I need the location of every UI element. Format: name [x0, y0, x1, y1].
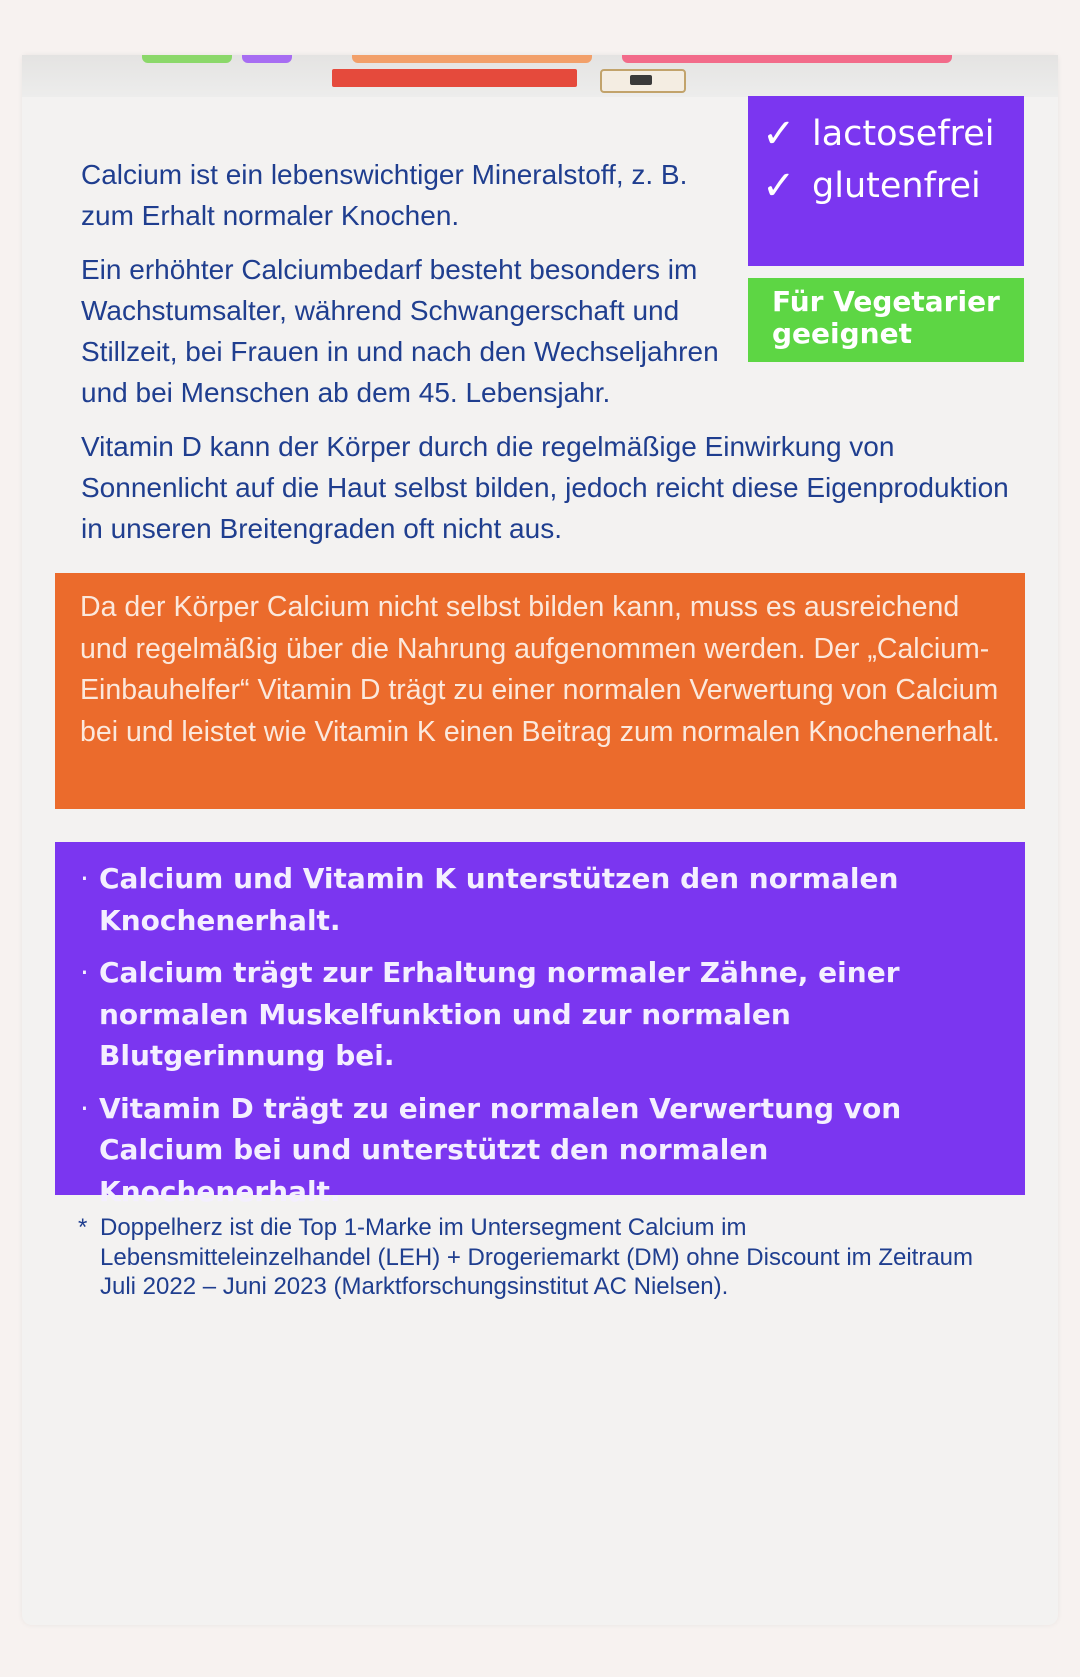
benefit-text: Calcium und Vitamin K unterstützen den normalen Knochenerhalt. — [99, 862, 899, 937]
info-highlight-text: Da der Körper Calcium nicht selbst bilden kann, muss es ausreichend und regelmäßig über die Nahrung aufgenommen werden. Der „Calcium-Einbauhelfer“ Vitamin D trägt zu einer normalen Verwertung von Calcium bei und leistet wie Vitamin K einen Beitrag zum normalen Knochenerhalt. — [80, 591, 1000, 748]
benefit-text: Vitamin D trägt zu einer normalen Verwertung von Calcium bei und unterstützt den normalen Knochenerhalt. — [99, 1091, 902, 1208]
footnote-text: Doppelherz ist die Top 1-Marke im Untersegment Calcium im Lebensmitteleinzelhandel (LEH) + Drogeriemarkt (DM) ohne Discount im Zeitraum Juli 2022 – Juni 2023 (Marktforschungsinstitut AC Nielsen). — [100, 1214, 974, 1300]
check-icon: ✓ — [762, 111, 796, 157]
info-highlight-box — [55, 573, 1025, 809]
bullet-icon: · — [80, 956, 89, 989]
check-icon: ✓ — [762, 163, 796, 209]
bullet-icon: · — [80, 1091, 89, 1125]
lid-decoration-purple — [242, 55, 292, 63]
lactose-free-label: lactosefrei — [812, 114, 995, 154]
gluten-free-label: glutenfrei — [812, 166, 981, 206]
benefit-item — [80, 952, 1005, 1077]
lid-red-label — [332, 69, 577, 87]
lid-decoration-orange — [352, 55, 592, 63]
benefit-item — [80, 1088, 1005, 1213]
intro-paragraph-2: Ein erhöhter Calciumbedarf besteht besonders im Wachstumsalter, während Schwangerschaft und Stillzeit, bei Frauen in und nach den Wechseljahren und bei Menschen ab dem 45. Lebensjahr. — [81, 254, 719, 408]
vegetarian-label: Für Vegetarier geeignet — [772, 285, 1000, 350]
intro-paragraph-1: Calcium ist ein lebenswichtiger Mineralstoff, z. B. zum Erhalt normaler Knochen. — [81, 159, 688, 231]
gluten-free-row — [762, 160, 1024, 212]
lid-decoration-green — [142, 55, 232, 63]
package-lid — [22, 55, 1058, 97]
vegetarian-badge — [748, 278, 1024, 362]
free-from-badge — [748, 96, 1024, 266]
benefits-box — [55, 842, 1025, 1208]
footnote-mark: * — [78, 1214, 88, 1241]
benefit-text: Calcium trägt zur Erhaltung normaler Zähne, einer normalen Muskelfunktion und zur normalen Blutgerinnung bei. — [99, 956, 900, 1072]
bullet-icon: · — [80, 862, 89, 895]
footnote — [78, 1213, 1008, 1302]
intro-paragraph-3: Vitamin D kann der Körper durch die regelmäßige Einwirkung von Sonnenlicht auf die Haut selbst bilden, jedoch reicht diese Eigenproduktion in unseren Breitengraden oft nicht aus. — [81, 431, 1009, 544]
lid-decoration-pink — [622, 55, 952, 63]
benefit-item — [80, 858, 1005, 941]
brand-logo-icon — [600, 69, 686, 93]
lactose-free-row — [762, 108, 1024, 160]
